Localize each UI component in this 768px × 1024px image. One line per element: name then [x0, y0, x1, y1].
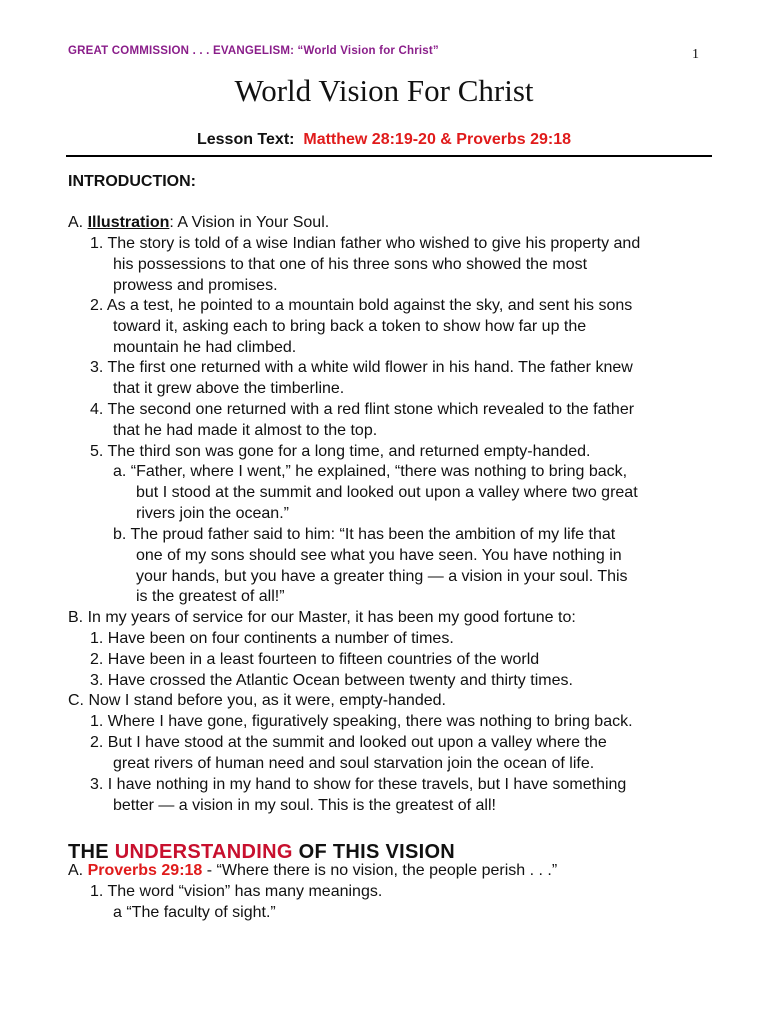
section-heading-pre: THE	[68, 841, 115, 863]
lesson-text-line	[0, 131, 768, 149]
outline-line: that he had made it almost to the top.	[113, 422, 378, 439]
proverbs-quote: - “Where there is no vision, the people perish . . .”	[202, 862, 558, 879]
introduction-heading: INTRODUCTION:	[68, 173, 196, 190]
proverbs-reference: Proverbs 29:18	[87, 862, 203, 879]
outline-line: 2. But I have stood at the summit and looked out upon a valley where the	[90, 734, 607, 751]
running-header: GREAT COMMISSION . . . EVANGELISM: “World Vision for Christ”	[68, 45, 439, 57]
outline-line: 2. As a test, he pointed to a mountain bold against the sky, and sent his sons	[90, 297, 633, 314]
outline-line: his possessions to that one of his three sons who showed the most	[113, 256, 588, 273]
outline-line: B. In my years of service for our Master, it has been my good fortune to:	[68, 609, 576, 626]
intro-point-a	[68, 213, 329, 233]
page-number: 1	[692, 47, 699, 62]
lesson-text-reference: Matthew 28:19-20 & Proverbs 29:18	[303, 131, 572, 148]
outline-line: 1. The word “vision” has many meanings.	[90, 883, 383, 900]
outline-line: a “The faculty of sight.”	[113, 904, 276, 921]
outline-line: 5. The third son was gone for a long time, and returned empty-handed.	[90, 443, 591, 460]
outline-line: better — a vision in my soul. This is the greatest of all!	[113, 797, 496, 814]
outline-line: 1. Where I have gone, figuratively speaking, there was nothing to bring back.	[90, 713, 633, 730]
point-letter: A.	[68, 214, 84, 231]
outline-line: rivers join the ocean.”	[136, 505, 289, 522]
understanding-point-a	[68, 861, 557, 881]
outline-line: is the greatest of all!”	[136, 588, 285, 605]
outline-line: mountain he had climbed.	[113, 339, 297, 356]
outline-line: 1. The story is told of a wise Indian father who wished to give his property and	[90, 235, 641, 252]
outline-line: toward it, asking each to bring back a token to show how far up the	[113, 318, 587, 335]
outline-line: 3. I have nothing in my hand to show for these travels, but I have something	[90, 776, 627, 793]
outline-line: but I stood at the summit and looked out upon a valley where two great	[136, 484, 638, 501]
outline-line: your hands, but you have a greater thing — a vision in your soul. This	[136, 568, 628, 585]
outline-line: that it grew above the timberline.	[113, 380, 345, 397]
outline-line: 2. Have been in a least fourteen to fifteen countries of the world	[90, 651, 540, 668]
outline-line: C. Now I stand before you, as it were, empty-handed.	[68, 692, 446, 709]
section-heading-post: OF THIS VISION	[292, 841, 456, 863]
outline-line: 3. Have crossed the Atlantic Ocean between twenty and thirty times.	[90, 672, 573, 689]
lesson-text-label: Lesson Text:	[196, 131, 295, 148]
section-heading-highlight: UNDERSTANDING	[114, 841, 293, 863]
point-letter: A.	[68, 862, 84, 879]
document-title: World Vision For Christ	[234, 73, 534, 108]
outline-line: a. “Father, where I went,” he explained, “there was nothing to bring back,	[113, 463, 628, 480]
outline-line: great rivers of human need and soul starvation join the ocean of life.	[113, 755, 595, 772]
outline-line: 4. The second one returned with a red flint stone which revealed to the father	[90, 401, 635, 418]
title-divider	[66, 155, 712, 157]
outline-line: b. The proud father said to him: “It has been the ambition of my life that	[113, 526, 616, 543]
illustration-text: : A Vision in Your Soul.	[169, 214, 330, 231]
illustration-label: Illustration	[87, 214, 170, 231]
outline-line: 1. Have been on four continents a number of times.	[90, 630, 454, 647]
outline-line: 3. The first one returned with a white wild flower in his hand. The father knew	[90, 359, 633, 376]
outline-line: prowess and promises.	[113, 277, 278, 294]
outline-line: one of my sons should see what you have seen. You have nothing in	[136, 547, 622, 564]
